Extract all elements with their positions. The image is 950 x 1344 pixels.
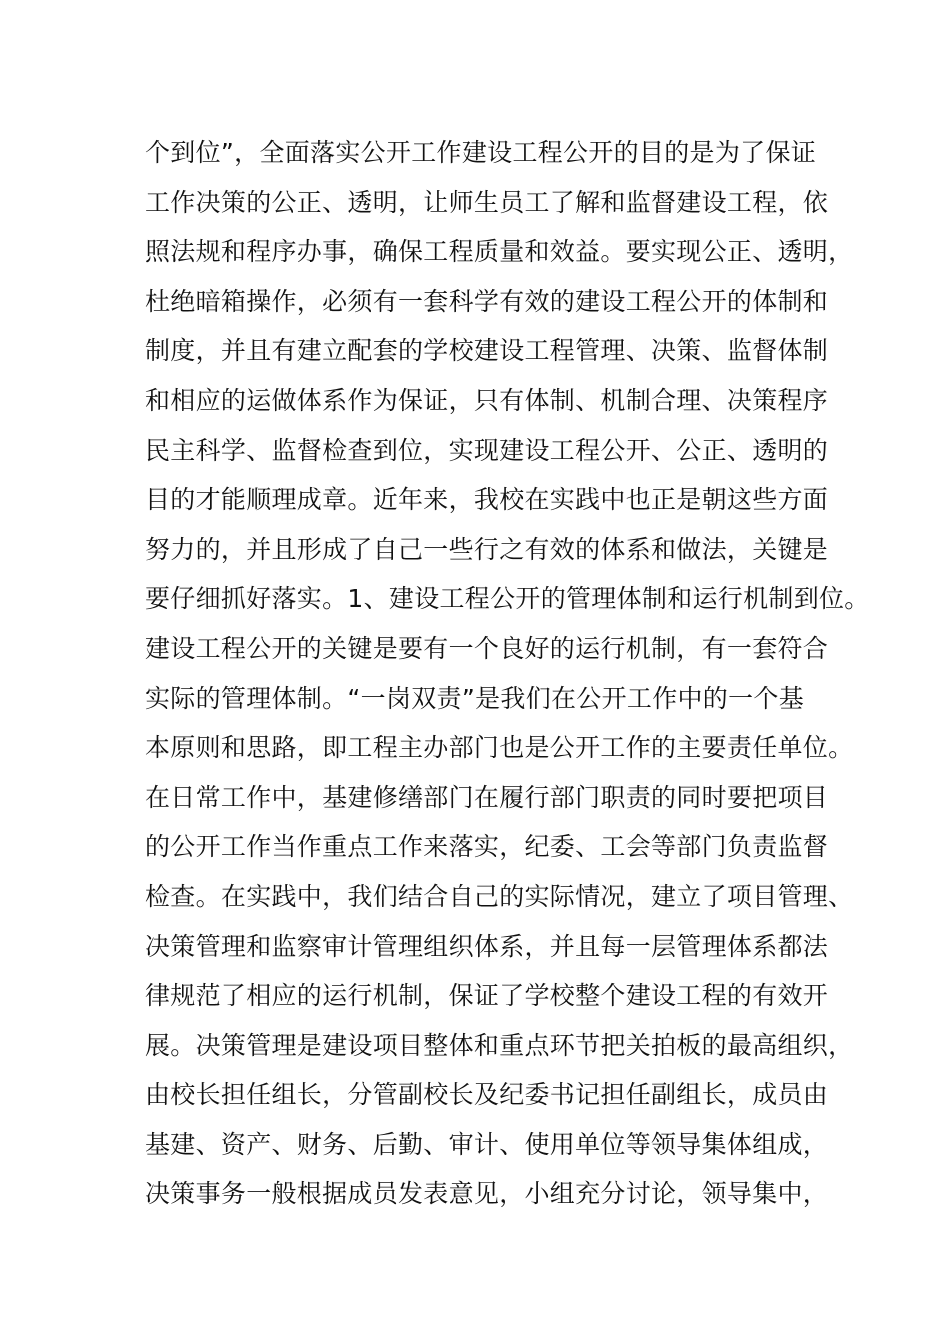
text-line-16: 检查。在实践中，我们结合自己的实际情况，建立了项目管理、 [145, 881, 854, 911]
text-line-4: 杜绝暗箱操作，必须有一套科学有效的建设工程公开的体制和 [145, 286, 829, 316]
text-line-17: 决策管理和监察审计管理组织体系，并且每一层管理体系都法 [145, 931, 829, 961]
body-text [145, 128, 870, 1219]
text-line-9: 努力的，并且形成了自己一些行之有效的体系和做法，关键是 [145, 534, 829, 564]
text-line-19: 展。决策管理是建设项目整体和重点环节把关拍板的最高组织， [145, 1030, 854, 1060]
text-line-7: 民主科学、监督检查到位，实现建设工程公开、公正、透明的 [145, 435, 829, 465]
text-line-20: 由校长担任组长，分管副校长及纪委书记担任副组长，成员由 [145, 1080, 829, 1110]
text-line-6: 和相应的运做体系作为保证，只有体制、机制合理、决策程序 [145, 385, 829, 415]
text-line-15: 的公开工作当作重点工作来落实，纪委、工会等部门负责监督 [145, 832, 829, 862]
text-line-1: 个到位”，全面落实公开工作建设工程公开的目的是为了保证 [145, 138, 817, 167]
text-line-21: 基建、资产、财务、后勤、审计、使用单位等领导集体组成， [145, 1129, 829, 1159]
text-line-14: 在日常工作中，基建修缮部门在履行部门职责的同时要把项目 [145, 782, 829, 812]
text-line-11: 建设工程公开的关键是要有一个良好的运行机制，有一套符合 [145, 633, 829, 663]
text-line-3: 照法规和程序办事，确保工程质量和效益。要实现公正、透明， [145, 237, 854, 267]
text-line-5: 制度，并且有建立配套的学校建设工程管理、决策、监督体制 [145, 336, 829, 366]
text-line-10: 要仔细抓好落实。1、建设工程公开的管理体制和运行机制到位。 [145, 584, 870, 614]
text-line-13: 本原则和思路，即工程主办部门也是公开工作的主要责任单位。 [145, 733, 854, 763]
text-line-22: 决策事务一般根据成员发表意见，小组充分讨论，领导集中， [145, 1179, 829, 1209]
text-line-8: 目的才能顺理成章。近年来，我校在实践中也正是朝这些方面 [145, 485, 829, 515]
text-line-18: 律规范了相应的运行机制，保证了学校整个建设工程的有效开 [145, 981, 829, 1011]
text-line-12: 实际的管理体制。“一岗双责”是我们在公开工作中的一个基 [145, 683, 805, 713]
text-line-2: 工作决策的公正、透明，让师生员工了解和监督建设工程，依 [145, 187, 829, 217]
